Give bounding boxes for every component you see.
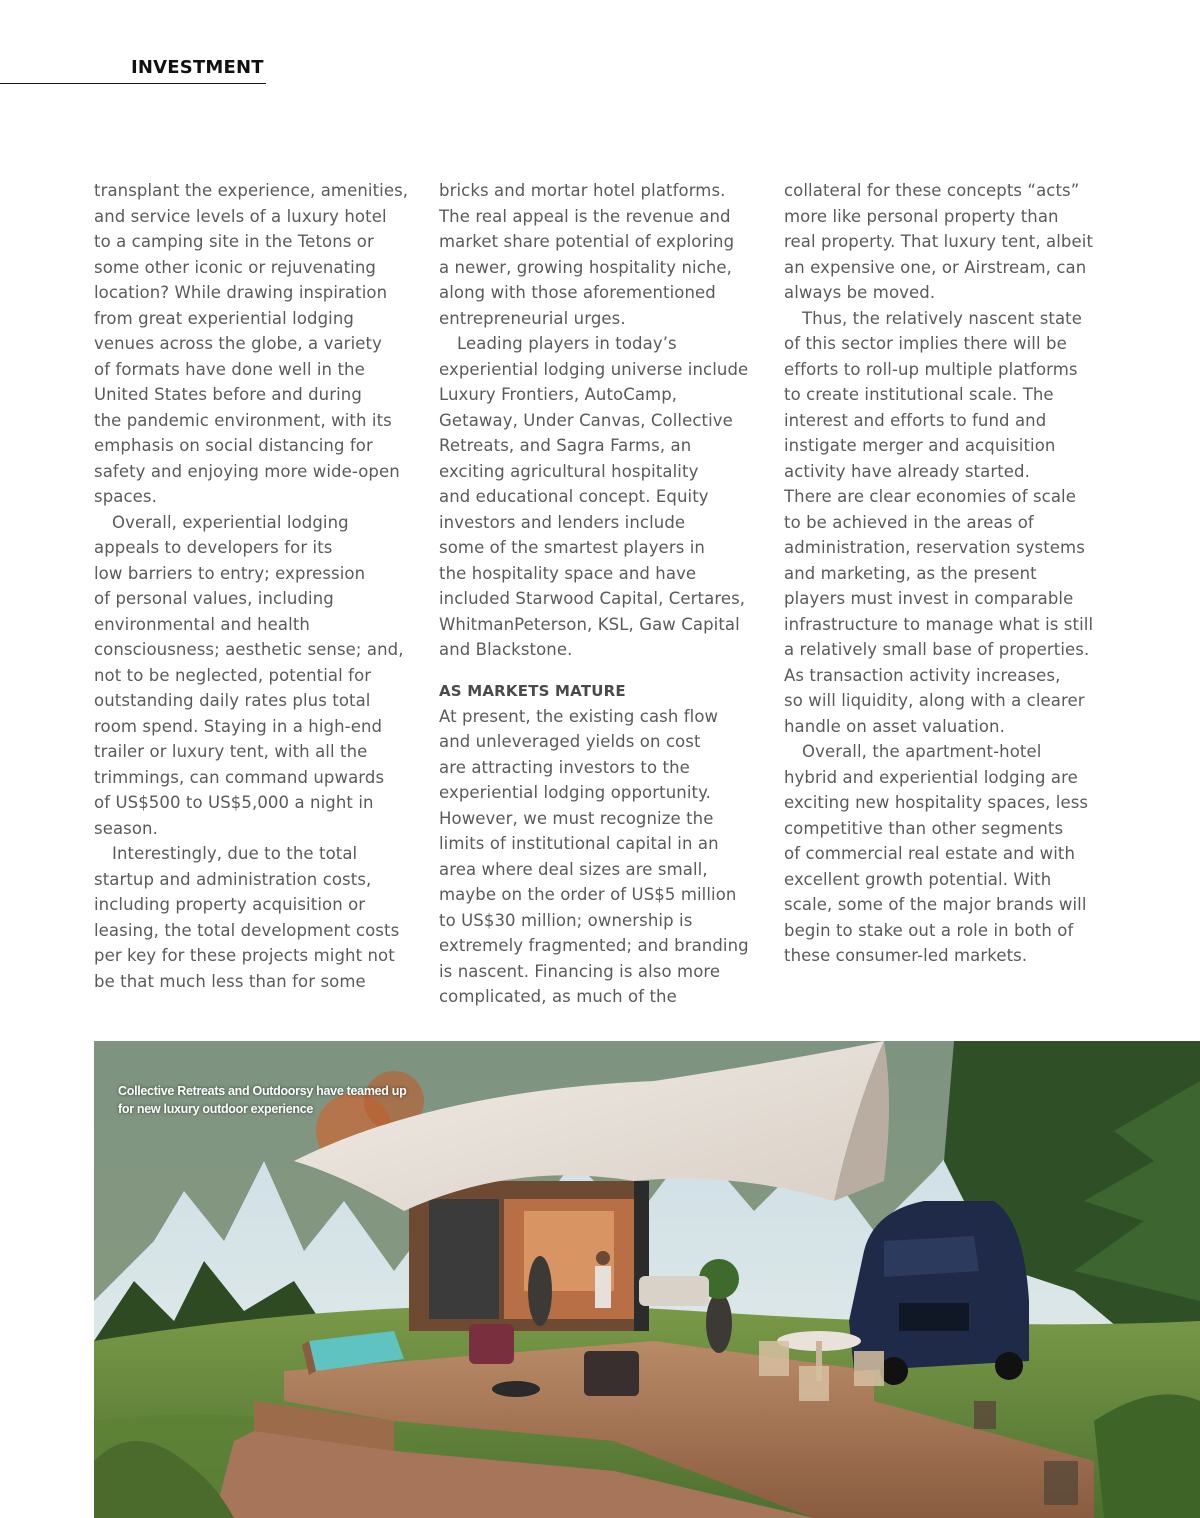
text-line: market share potential of exploring <box>439 232 735 251</box>
text-line: maybe on the order of US$5 million <box>439 885 737 904</box>
text-line: The real appeal is the revenue and <box>439 206 731 226</box>
text-line: Interestingly, due to the total <box>112 844 358 863</box>
text-line: infrastructure to manage what is still <box>784 614 1094 634</box>
text-line: the hospitality space and have <box>439 563 697 583</box>
text-line: administration, reservation systems <box>784 538 1085 557</box>
text-line: Overall, the apartment-hotel <box>802 742 1042 761</box>
section-label: INVESTMENT <box>131 57 264 78</box>
text-line: investors and lenders include <box>439 512 686 532</box>
text-line: and service levels of a luxury hotel <box>94 206 387 226</box>
text-line: safety and enjoying more wide-open <box>94 461 400 481</box>
text-line: experiential lodging universe include <box>439 359 749 379</box>
text-line: of US$500 to US$5,000 a night in <box>94 793 374 812</box>
text-line: excellent growth potential. With <box>784 869 1052 889</box>
text-line: and educational concept. Equity <box>439 487 709 506</box>
text-line: be that much less than for some <box>94 971 366 991</box>
text-line: an expensive one, or Airstream, can <box>784 257 1087 277</box>
text-line: Retreats, and Sagra Farms, an <box>439 436 692 455</box>
text-line: entrepreneurial urges. <box>439 308 626 328</box>
text-line: venues across the globe, a variety <box>94 334 382 353</box>
text-line: emphasis on social distancing for <box>94 436 373 455</box>
text-line: exciting new hospitality spaces, less <box>784 793 1089 812</box>
article-column-2 <box>439 178 769 1010</box>
text-line: At present, the existing cash flow <box>439 706 719 726</box>
text-line: of this sector implies there will be <box>784 334 1067 353</box>
text-line: trailer or luxury tent, with all the <box>94 742 368 761</box>
text-line: are attracting investors to the <box>439 757 690 777</box>
text-line: handle on asset valuation. <box>784 716 1005 736</box>
text-line: collateral for these concepts “acts” <box>784 181 1080 200</box>
text-line: WhitmanPeterson, KSL, Gaw Capital <box>439 614 740 634</box>
text-line: outstanding daily rates plus total <box>94 691 371 710</box>
text-line: low barriers to entry; expression <box>94 563 366 583</box>
text-line: per key for these projects might not <box>94 946 395 965</box>
text-line: There are clear economies of scale <box>784 487 1076 506</box>
text-line: players must invest in comparable <box>784 589 1074 608</box>
text-line: to be achieved in the areas of <box>784 512 1034 532</box>
text-line: exciting agricultural hospitality <box>439 461 699 481</box>
text-line: from great experiential lodging <box>94 308 354 328</box>
text-line: to a camping site in the Tetons or <box>94 232 374 251</box>
column-2-continued <box>439 704 769 1010</box>
text-line: instigate merger and acquisition <box>784 436 1056 455</box>
text-line: competitive than other segments <box>784 818 1064 838</box>
text-line: startup and administration costs, <box>94 869 372 889</box>
text-line: complicated, as much of the <box>439 987 677 1006</box>
text-line: consciousness; aesthetic sense; and, <box>94 640 404 659</box>
text-line: to create institutional scale. The <box>784 385 1054 404</box>
caption-line-1: Collective Retreats and Outdoorsy have teamed up <box>118 1084 407 1098</box>
text-line: more like personal property than <box>784 206 1059 226</box>
text-line: However, we must recognize the <box>439 808 714 828</box>
text-line: Leading players in today’s <box>457 334 677 353</box>
text-line: Getaway, Under Canvas, Collective <box>439 410 733 430</box>
text-line: bricks and mortar hotel platforms. <box>439 181 726 200</box>
text-line: efforts to roll-up multiple platforms <box>784 359 1078 379</box>
text-line: and marketing, as the present <box>784 563 1037 583</box>
text-line: included Starwood Capital, Certares, <box>439 589 746 608</box>
text-line: Thus, the relatively nascent state <box>802 308 1082 328</box>
text-line: extremely fragmented; and branding <box>439 936 749 955</box>
text-line: so will liquidity, along with a clearer <box>784 691 1085 710</box>
text-line: experiential lodging opportunity. <box>439 783 711 802</box>
article-column-3 <box>784 178 1114 969</box>
text-line: and unleveraged yields on cost <box>439 732 701 751</box>
text-line: to US$30 million; ownership is <box>439 910 693 930</box>
text-line: spaces. <box>94 487 157 506</box>
text-line: is nascent. Financing is also more <box>439 961 721 981</box>
text-line: scale, some of the major brands will <box>784 895 1087 914</box>
caption-line-2: for new luxury outdoor experience <box>118 1102 314 1116</box>
text-line: activity have already started. <box>784 461 1030 481</box>
glamping-photo <box>94 1041 1200 1518</box>
text-line: location? While drawing inspiration <box>94 283 388 302</box>
text-line: hybrid and experiential lodging are <box>784 767 1078 787</box>
text-line: a relatively small base of properties. <box>784 640 1090 659</box>
header-rule <box>0 83 266 84</box>
text-line: As transaction activity increases, <box>784 665 1061 685</box>
text-line: not to be neglected, potential for <box>94 665 372 685</box>
text-line: and Blackstone. <box>439 640 573 659</box>
text-line: some of the smartest players in <box>439 538 705 557</box>
text-line: of formats have done well in the <box>94 359 365 379</box>
text-line: transplant the experience, amenities, <box>94 181 409 200</box>
subheading: AS MARKETS MATURE <box>439 681 626 700</box>
text-line: area where deal sizes are small, <box>439 859 708 879</box>
text-line: along with those aforementioned <box>439 283 716 302</box>
text-line: interest and efforts to fund and <box>784 410 1047 430</box>
text-line: always be moved. <box>784 283 936 302</box>
column-2-paragraphs <box>439 178 769 663</box>
text-line: these consumer-led markets. <box>784 946 1028 965</box>
text-line: limits of institutional capital in an <box>439 834 719 853</box>
text-line: begin to stake out a role in both of <box>784 920 1074 940</box>
text-line: real property. That luxury tent, albeit <box>784 232 1094 251</box>
text-line: trimmings, can command upwards <box>94 767 385 787</box>
text-line: the pandemic environment, with its <box>94 410 392 430</box>
text-line: leasing, the total development costs <box>94 920 400 940</box>
photo-caption <box>118 1082 418 1118</box>
text-line: United States before and during <box>94 385 362 404</box>
text-line: room spend. Staying in a high-end <box>94 716 383 736</box>
text-line: Luxury Frontiers, AutoCamp, <box>439 385 678 404</box>
text-line: some other iconic or rejuvenating <box>94 257 376 277</box>
text-line: including property acquisition or <box>94 895 366 914</box>
text-line: environmental and health <box>94 614 310 634</box>
text-line: appeals to developers for its <box>94 538 333 557</box>
text-line: of commercial real estate and with <box>784 844 1076 863</box>
text-line: a newer, growing hospitality niche, <box>439 257 733 277</box>
text-line: of personal values, including <box>94 589 334 608</box>
text-line: season. <box>94 818 158 838</box>
article-column-1 <box>94 178 424 994</box>
text-line: Overall, experiential lodging <box>112 512 349 532</box>
